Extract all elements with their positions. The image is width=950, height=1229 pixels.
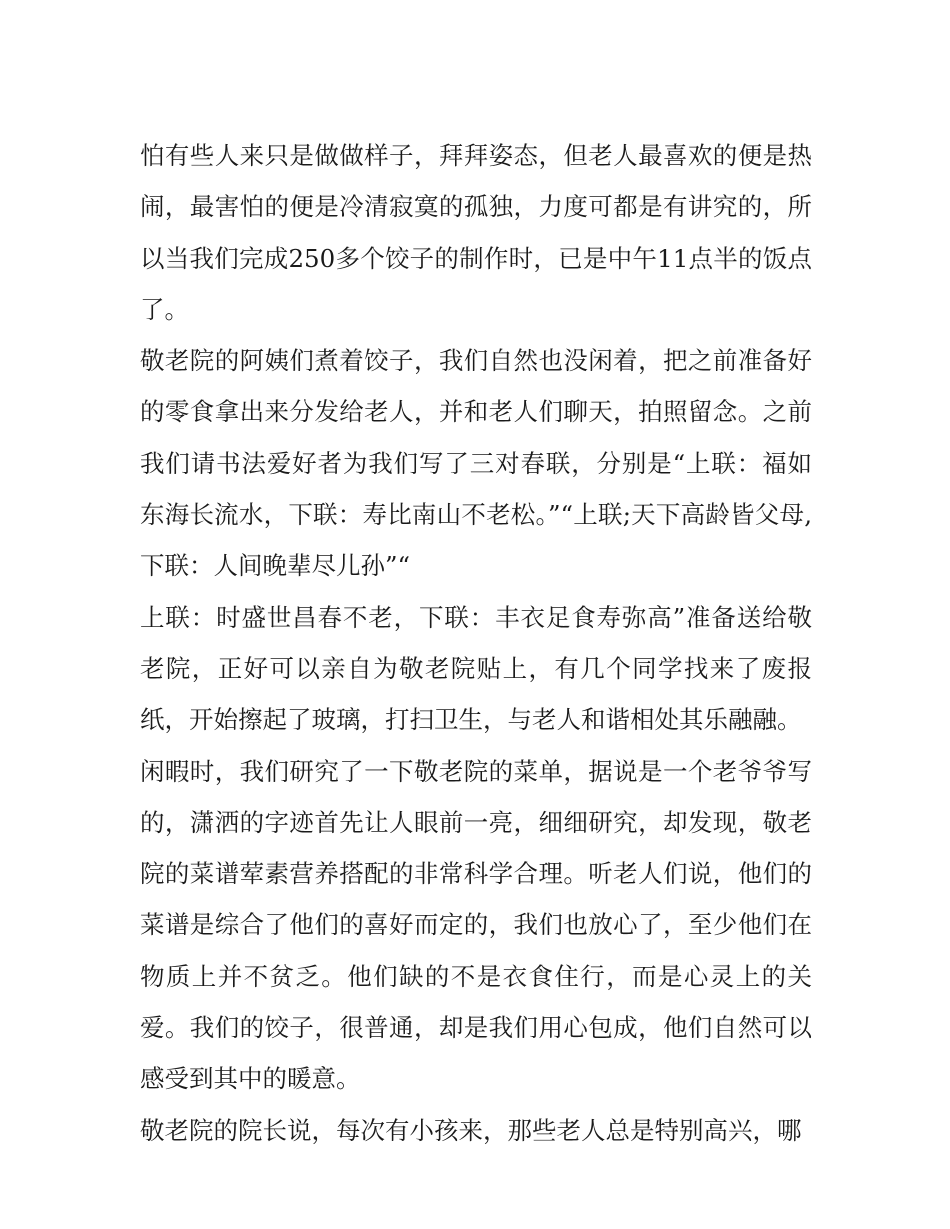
paragraph-2: 敬老院的阿姨们煮着饺子，我们自然也没闲着，把之前准备好的零食拿出来分发给老人，并和老人们聊天，拍照留念。之前我们请书法爱好者为我们写了三对春联，分别是“上联：福如东海长流水，下联：寿比南山不老松。”“上联;天下高龄皆父母,下联：人间晚辈尽儿孙”“ [140, 346, 812, 581]
paragraph-4: 闲暇时，我们研究了一下敬老院的菜单，据说是一个老爷爷写的，潇洒的字迹首先让人眼前一亮，细细研究，却发现，敬老院的菜谱荤素营养搭配的非常科学合理。听老人们说，他们的菜谱是综合了他们的喜好而定的，我们也放心了，至少他们在物质上并不贫乏。他们缺的不是衣食住行，而是心灵上的关爱。我们的饺子，很普通，却是我们用心包成，他们自然可以感受到其中的暖意。 [140, 756, 812, 1094]
paragraph-3: 上联：时盛世昌春不老，下联：丰衣足食寿弥高”准备送给敬老院，正好可以亲自为敬老院贴上，有几个同学找来了废报纸，开始擦起了玻璃，打扫卫生，与老人和谐相处其乐融融。 [140, 602, 812, 735]
body-text [140, 130, 812, 1156]
paragraph-1: 怕有些人来只是做做样子，拜拜姿态，但老人最喜欢的便是热闹，最害怕的便是冷清寂寞的孤独，力度可都是有讲究的，所以当我们完成250多个饺子的制作时，已是中午11点半的饭点了。 [140, 141, 812, 324]
paragraph-5: 敬老院的院长说，每次有小孩来，那些老人总是特别高兴，哪 [140, 1115, 802, 1145]
